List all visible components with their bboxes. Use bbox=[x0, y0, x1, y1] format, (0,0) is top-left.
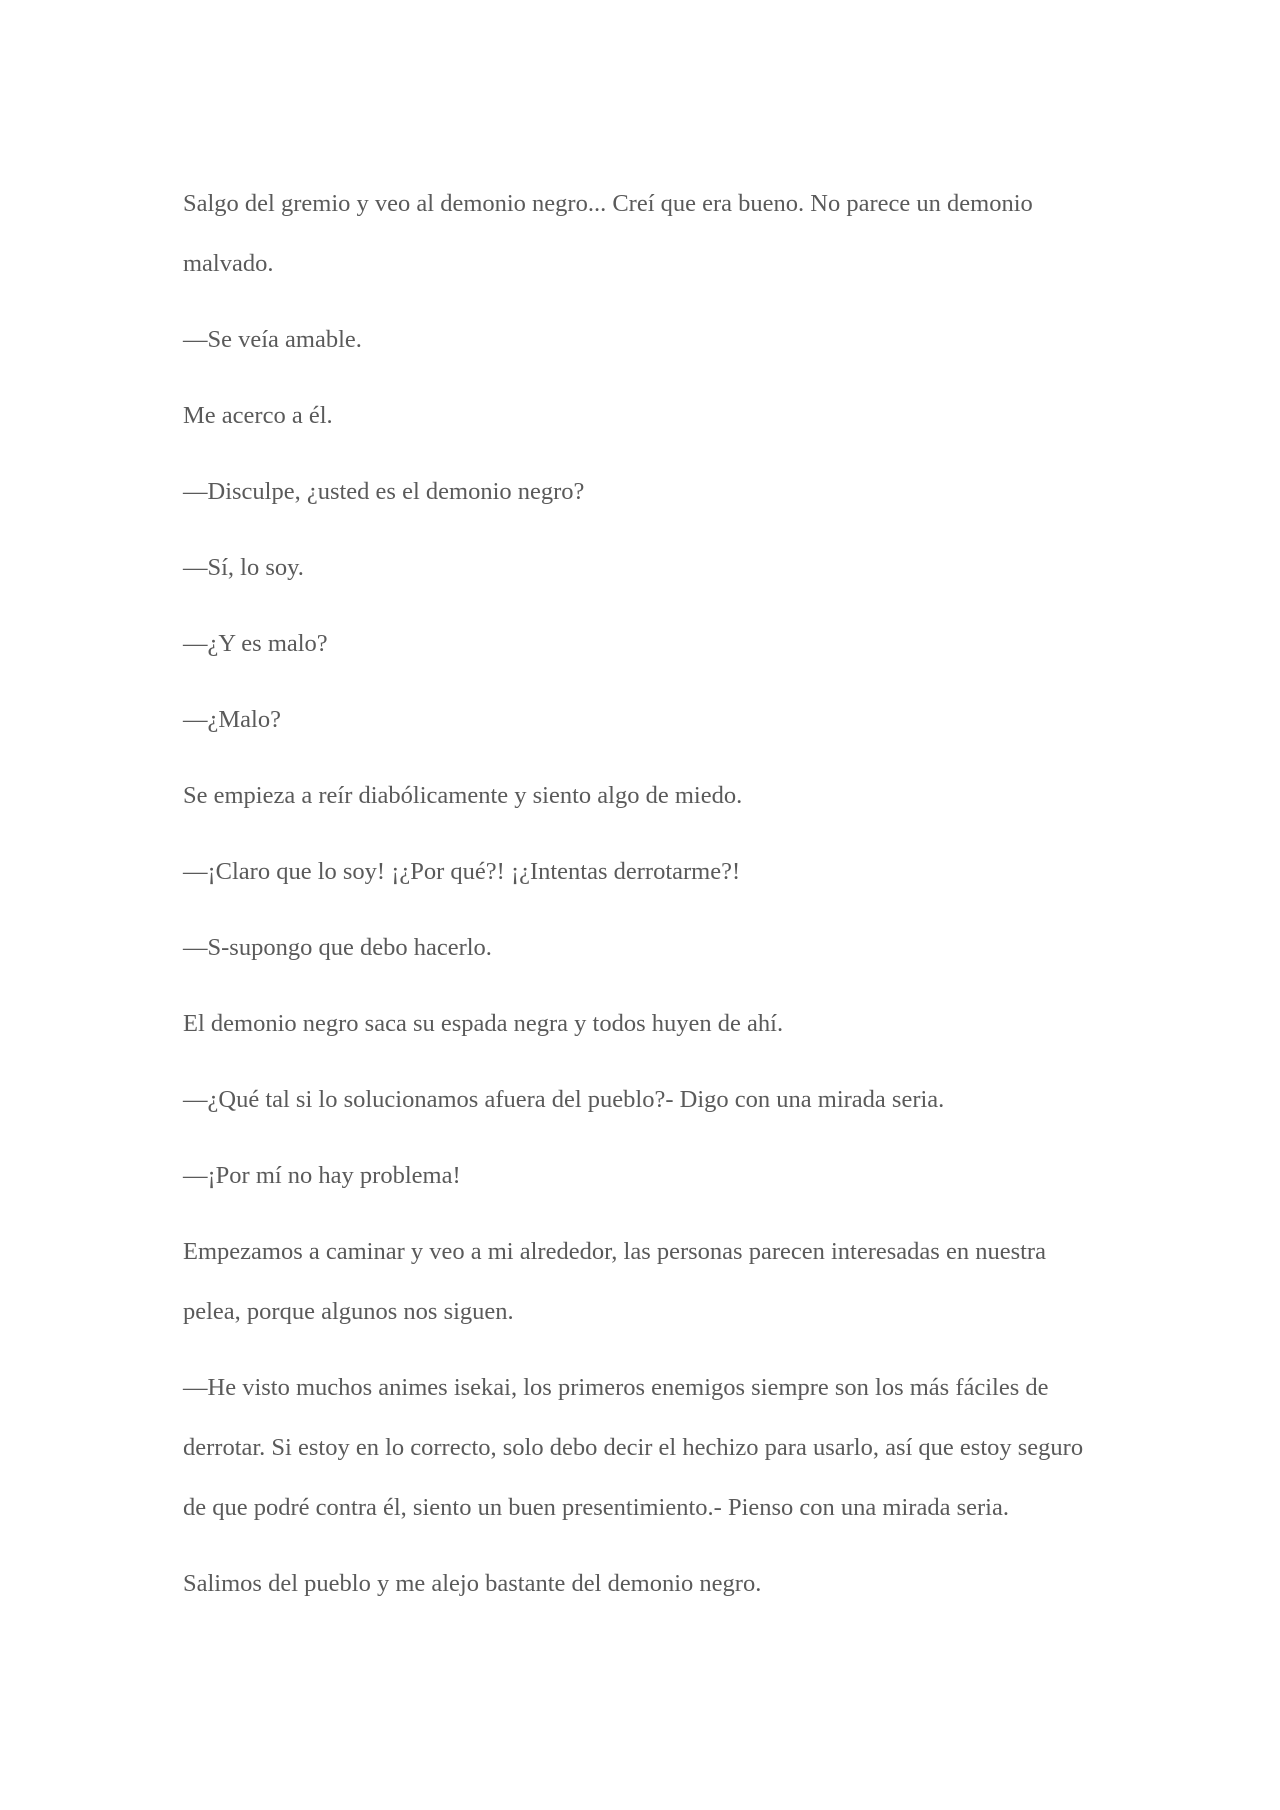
paragraph: Me acerco a él. bbox=[183, 402, 333, 429]
paragraph: El demonio negro saca su espada negra y todos huyen de ahí. bbox=[183, 1010, 784, 1037]
paragraph: —¿Y es malo? bbox=[183, 630, 328, 657]
paragraph: Salgo del gremio y veo al demonio negro... Creí que era bueno. No parece un demonio malvado. bbox=[183, 190, 1033, 277]
paragraph: Se empieza a reír diabólicamente y siento algo de miedo. bbox=[183, 782, 743, 809]
paragraph: —¡Por mí no hay problema! bbox=[183, 1162, 461, 1189]
paragraph: —Disculpe, ¿usted es el demonio negro? bbox=[183, 478, 585, 505]
paragraph: —¿Qué tal si lo solucionamos afuera del pueblo?- Digo con una mirada seria. bbox=[183, 1086, 945, 1113]
paragraph: —Se veía amable. bbox=[183, 326, 362, 353]
paragraph: —S-supongo que debo hacerlo. bbox=[183, 934, 492, 961]
paragraph: —He visto muchos animes isekai, los primeros enemigos siempre son los más fáciles de derrotar. Si estoy en lo correcto, solo debo decir el hechizo para usarlo, así que estoy seguro de que podré contra él, siento un buen presentimiento.- Pienso con una mirada seria. bbox=[183, 1374, 1084, 1521]
paragraph: —¿Malo? bbox=[183, 706, 281, 733]
paragraph: —¡Claro que lo soy! ¡¿Por qué?! ¡¿Intentas derrotarme?! bbox=[183, 858, 741, 885]
document-body bbox=[183, 174, 1103, 1630]
paragraph: Salimos del pueblo y me alejo bastante del demonio negro. bbox=[183, 1570, 762, 1597]
paragraph: Empezamos a caminar y veo a mi alrededor, las personas parecen interesadas en nuestra pelea, porque algunos nos siguen. bbox=[183, 1238, 1046, 1325]
paragraph: —Sí, lo soy. bbox=[183, 554, 304, 581]
